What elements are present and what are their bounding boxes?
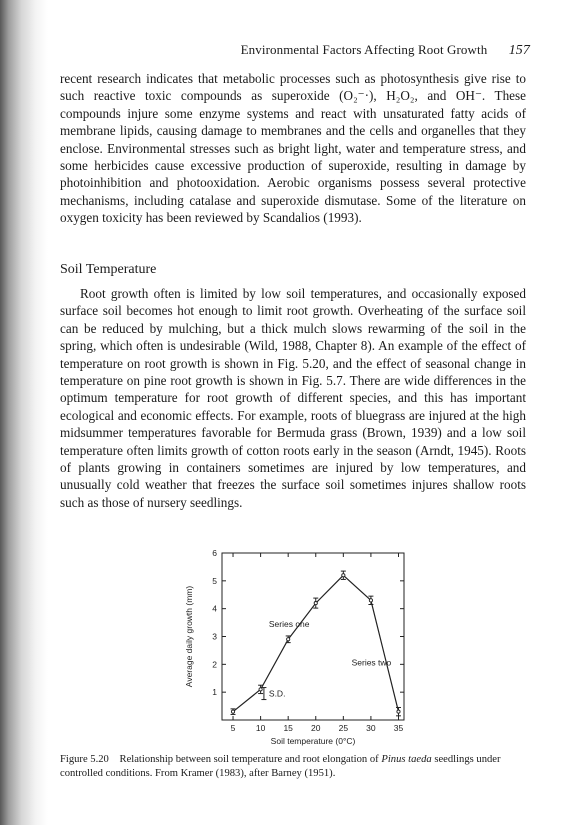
- caption-species: Pinus taeda: [381, 754, 432, 765]
- series-one-label: Series one: [268, 618, 310, 629]
- x-tick-label: 10: [255, 723, 266, 733]
- section-heading: Soil Temperature: [60, 262, 157, 277]
- data-point: [369, 599, 372, 602]
- data-point: [259, 688, 262, 691]
- sd-legend: [261, 688, 285, 700]
- sd-legend-label: S.D.: [268, 688, 286, 699]
- body-paragraph-1: recent research indicates that metabolic processes such as photosynthesis give rise to such reactive toxic compounds as superoxide (O₂⁻·), H₂O₂, and OH⁻. These compounds injure some enzyme systems and react with unsaturated fatty acids of membrane lipids, causing damage to membranes and the cells and organelles that they enclose. Environmental stresses such as bright light, water and temperature stress, and some herbicides cause excessive production of superoxide, resulting in damage by photoinhibition and photooxidation. Aerobic organisms possess several protective mechanisms, including catalase and superoxide dismutase. Some of the literature on oxygen toxicity has been reviewed by Scandalios (1993).: [60, 71, 526, 226]
- caption-label: Figure 5.20: [60, 754, 109, 765]
- x-tick-label: 30: [366, 723, 376, 733]
- chart-axes: [222, 553, 404, 720]
- body-paragraph-2: Root growth often is limited by low soil temperatures, and occasionally exposed surface soil becomes hot enough to limit root growth. Overheating of the surface soil can be reduced by mulching, but a thick mulch slows rewarming of the soil in the spring, which often is undesirable (Wild, 1988, Chapter 8). An example of the effect of temperature on root growth is shown in Fig. 5.20, and the effect of seasonal change in temperature on pine root growth is shown in Fig. 5.7. There are wide differences in the optimum temperature for root growth of different species, and this has important ecological and economic effects. For example, roots of bluegrass are injured at the high midsummer temperatures favorable for Bermuda grass (Brown, 1939) and a low soil temperature often limits growth of cotton roots early in the season (Arndt, 1945). Roots of plants growing in containers sometimes are injured by low temperatures, and unusually cold weather that freezes the surface soil sometimes injures shallow roots such as those of nursery seedlings.: [60, 286, 526, 510]
- x-tick-label: 25: [338, 723, 349, 733]
- page-number: 157: [508, 43, 530, 58]
- x-tick-label: 15: [283, 723, 293, 733]
- x-tick-label: 35: [393, 723, 404, 733]
- data-point: [342, 574, 345, 577]
- y-tick-label: 3: [212, 631, 217, 642]
- x-tick-label: 5: [230, 723, 236, 733]
- caption-text-after: seedlings under controlled conditions. From Kramer (1983), after Barney (1951).: [60, 754, 501, 779]
- x-axis-label: Soil temperature (0°C): [270, 736, 356, 746]
- caption-text-before: Relationship between soil temperature and root elongation of: [119, 754, 379, 765]
- y-tick-label: 4: [212, 603, 217, 614]
- running-head: [60, 42, 530, 59]
- y-tick-label: 6: [212, 548, 217, 558]
- series-two-label: Series two: [351, 657, 392, 668]
- binding-shadow: [0, 0, 48, 825]
- root-growth-chart: [180, 545, 420, 750]
- data-point: [397, 710, 400, 713]
- chart-series: [231, 571, 401, 716]
- data-point: [231, 710, 234, 713]
- x-tick-label: 20: [311, 723, 321, 733]
- running-head-title: Environmental Factors Affecting Root Growth: [240, 42, 488, 57]
- y-tick-label: 2: [212, 659, 217, 670]
- figure-5-20: [180, 545, 420, 750]
- plot-frame: [222, 553, 404, 720]
- y-tick-label: 1: [212, 687, 217, 698]
- data-point: [314, 602, 317, 605]
- y-tick-label: 5: [212, 575, 217, 586]
- data-point: [287, 638, 290, 641]
- series-line-1: [233, 575, 343, 711]
- y-axis-label: Average daily growth (mm): [184, 585, 194, 688]
- figure-caption: [60, 753, 530, 781]
